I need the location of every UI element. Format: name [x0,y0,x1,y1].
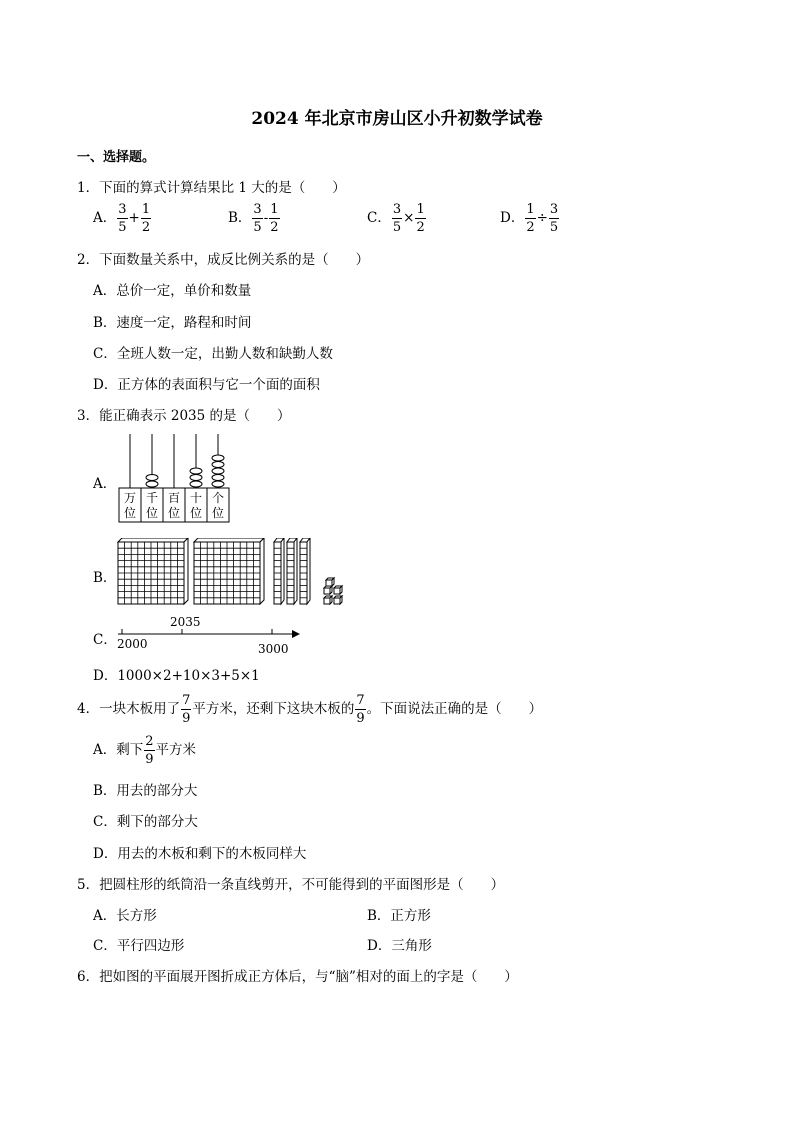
numberline-start-label: 2000 [117,637,148,651]
operator: × [403,210,415,226]
ten-rod [274,538,284,604]
ten-rod [287,538,297,604]
abacus-bead [212,468,224,474]
question-4-stem [77,694,542,725]
numerator: 7 [182,693,191,708]
stem-text: 平方米，还剩下这块木板的 [192,701,355,717]
denominator: 2 [141,220,151,235]
abacus-bead [212,481,224,487]
abacus-place-label: 位 [145,506,159,520]
denominator: 5 [392,220,402,235]
q5-option-a[interactable]: A．长方形 [93,908,157,924]
q2-option-d[interactable]: D．正方体的表面积与它一个面的面积 [93,377,320,393]
hundred-block [194,538,264,604]
numerator: 1 [141,202,151,217]
q1-option-c[interactable] [367,203,427,234]
denominator: 2 [416,220,425,235]
abacus-place-label: 千 [145,491,159,505]
denominator: 2 [270,220,279,235]
numerator: 3 [392,202,402,217]
numerator: 3 [118,202,127,217]
question-2-stem: 2．下面数量关系中，成反比例关系的是（ ） [77,252,370,268]
operator: - [263,210,269,226]
abacus-image [117,432,235,524]
option-label: B． [228,210,252,226]
one-cube [334,586,342,594]
abacus-bead [146,481,158,487]
question-1-stem: 1．下面的算式计算结果比 1 大的是（ ） [77,180,346,196]
q4-option-a[interactable] [93,735,196,766]
question-5-stem: 5．把圆柱形的纸筒沿一条直线剪开，不可能得到的平面图形是（ ） [77,877,505,893]
numerator: 1 [270,202,279,217]
one-cube [326,578,334,586]
abacus-bead [146,475,158,481]
q5-option-b[interactable]: B．正方形 [367,908,431,924]
q2-option-c[interactable]: C．全班人数一定，出勤人数和缺勤人数 [93,346,333,362]
option-label: D． [500,210,525,226]
denominator: 2 [526,220,535,235]
abacus-place-label: 万 [123,491,137,505]
numerator: 1 [416,202,425,217]
abacus-place-label: 个 [211,491,225,505]
one-cube [324,596,332,604]
numberline-end-label: 3000 [258,642,289,656]
q3-option-a-label[interactable]: A． [93,476,117,492]
section-heading: 一、选择题。 [77,150,156,165]
numerator: 1 [526,202,535,217]
denominator: 5 [253,220,262,235]
numerator: 3 [549,202,559,217]
denominator: 9 [145,752,154,767]
stem-text: 。下面说法正确的是（ ） [366,701,543,717]
one-cube [324,586,332,594]
denominator: 5 [118,220,127,235]
abacus-bead [190,468,202,474]
question-3-stem: 3．能正确表示 2035 的是（ ） [77,408,291,424]
denominator: 9 [182,711,191,726]
denominator: 9 [356,711,365,726]
hundred-block [118,538,188,604]
abacus-bead [212,462,224,468]
operator: ÷ [536,210,548,226]
abacus-place-label: 十 [189,491,203,505]
q1-option-d[interactable] [500,203,560,234]
q1-option-b[interactable] [228,203,281,234]
q3-option-b-label[interactable]: B． [93,570,117,586]
abacus-bead [212,455,224,461]
question-6-stem: 6．把如图的平面展开图折成正方体后，与“脑”相对的面上的字是（ ） [77,969,518,985]
numberline-mark-label: 2035 [170,615,201,629]
abacus-bead [190,475,202,481]
abacus-place-label: 位 [167,506,181,520]
blocks-image [116,538,356,608]
stem-text: 4．一块木板用了 [77,701,181,717]
q3-option-c-label[interactable]: C． [93,632,117,648]
denominator: 5 [549,220,559,235]
option-label: C． [367,210,391,226]
operator: + [128,210,140,226]
q4-option-b[interactable]: B．用去的部分大 [93,783,198,799]
q1-option-a[interactable] [93,203,152,234]
page-title: 2024 年北京市房山区小升初数学试卷 [251,109,543,129]
option-text: 平方米 [155,742,197,758]
base-ten-blocks [116,538,356,612]
abacus-place-label: 位 [123,506,137,520]
abacus-figure [117,432,235,528]
q4-option-d[interactable]: D．用去的木板和剩下的木板同样大 [93,846,307,862]
numerator: 2 [145,734,154,749]
abacus-place-label: 百 [167,491,181,505]
q5-option-d[interactable]: D．三角形 [367,938,432,954]
abacus-place-label: 位 [211,506,225,520]
q2-option-a[interactable]: A．总价一定，单价和数量 [93,283,252,299]
number-line-image [116,612,301,656]
abacus-place-label: 位 [189,506,203,520]
option-label: A． [93,210,117,226]
q2-option-b[interactable]: B．速度一定，路程和时间 [93,315,252,331]
abacus-bead [190,481,202,487]
q5-option-c[interactable]: C．平行四边形 [93,938,185,954]
option-text: A．剩下 [93,742,144,758]
q4-option-c[interactable]: C．剩下的部分大 [93,814,198,830]
number-line [116,612,301,660]
abacus-bead [212,475,224,481]
q3-option-d[interactable]: D．1000×2+10×3+5×1 [93,668,260,684]
ten-rod [300,538,310,604]
numerator: 3 [253,202,262,217]
numerator: 7 [356,693,365,708]
one-cube [334,596,342,604]
